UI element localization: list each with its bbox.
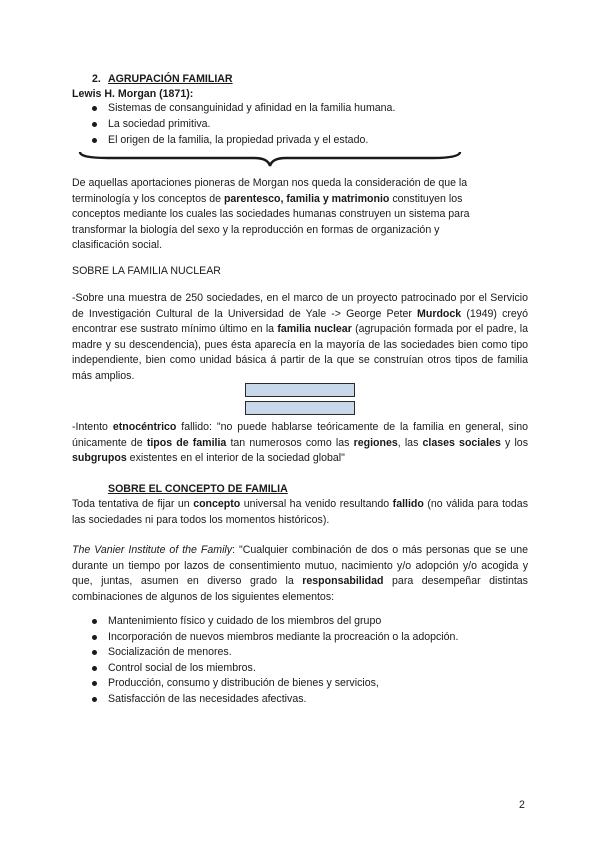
list-item: Control social de los miembros. — [108, 662, 256, 674]
list-item: Socialización de menores. — [108, 646, 232, 658]
concepto-heading: SOBRE EL CONCEPTO DE FAMILIA — [108, 483, 288, 495]
bullet-dot — [92, 106, 97, 111]
list-item: Satisfacción de las necesidades afectivas. — [108, 693, 307, 705]
vanier-paragraph: The Vanier Institute of the Family: "Cualquier combinación de dos o más personas que se une durante un tiempo por lazos de consentimiento mutuo, nacimiento y/o adopción y/o acogida y que, juntas, asumen en diverso grado la responsabilidad para desempeñar distintas combinaciones de algunos de los siguientes elementos: — [72, 544, 528, 603]
list-item: La sociedad primitiva. — [108, 118, 211, 130]
bullet-dot — [92, 666, 97, 671]
list-item: Mantenimiento físico y cuidado de los miembros del grupo — [108, 615, 382, 627]
highlight-box — [245, 383, 355, 397]
ethnocentric-paragraph: -Intento etnocéntrico fallido: "no puede hablarse teóricamente de la familia en general, sino únicamente de tipos de familia tan numerosos como las regiones, las clases sociales y los subgrupos existentes en el interior de la sociedad global" — [72, 421, 528, 465]
concepto-paragraph: Toda tentativa de fijar un concepto universal ha venido resultando fallido (no válida para todas las sociedades ni para todos los momentos históricos). — [72, 498, 528, 526]
bullet-dot — [92, 122, 97, 127]
nuclear-heading: SOBRE LA FAMILIA NUCLEAR — [72, 265, 221, 277]
section-number: 2. — [92, 73, 101, 85]
author-line: Lewis H. Morgan (1871): — [72, 88, 194, 100]
list-item: Sistemas de consanguinidad y afinidad en la familia humana. — [108, 102, 396, 114]
page-number: 2 — [519, 799, 525, 811]
bullet-dot — [92, 138, 97, 143]
list-item: Producción, consumo y distribución de bienes y servicios, — [108, 677, 379, 689]
highlight-box — [245, 401, 355, 415]
bullet-dot — [92, 635, 97, 640]
bullet-dot — [92, 697, 97, 702]
section-title: AGRUPACIÓN FAMILIAR — [108, 73, 233, 85]
bullet-dot — [92, 650, 97, 655]
bullet-dot — [92, 619, 97, 624]
bullet-dot — [92, 681, 97, 686]
murdock-paragraph: -Sobre una muestra de 250 sociedades, en el marco de un proyecto patrocinado por el Servicio de Investigación Cultural de la Universidad de Yale -> George Peter Murdock (1949) creyó encontrar ese sustrato mínimo último en la familia nuclear (agrupación formada por el padre, la madre y su descendencia), pues ésta aparecía en la mayoría de las sociedades bien como tipo independiente, bien como unidad básica á partir de la que se construían otros tipos de familia más amplios. — [72, 292, 529, 382]
curly-brace-icon — [78, 148, 462, 170]
list-item: El origen de la familia, la propiedad privada y el estado. — [108, 134, 369, 146]
morgan-paragraph: De aquellas aportaciones pioneras de Morgan nos queda la consideración de que la terminología y los conceptos de parentesco, familia y matrimonio constituyen los conceptos mediante los cuales las sociedades humanas construyen un sistema para transformar la biología del sexo y la reproducción en formas de organización y clasificación social. — [72, 177, 470, 252]
list-item: Incorporación de nuevos miembros mediante la procreación o la adopción. — [108, 631, 459, 643]
